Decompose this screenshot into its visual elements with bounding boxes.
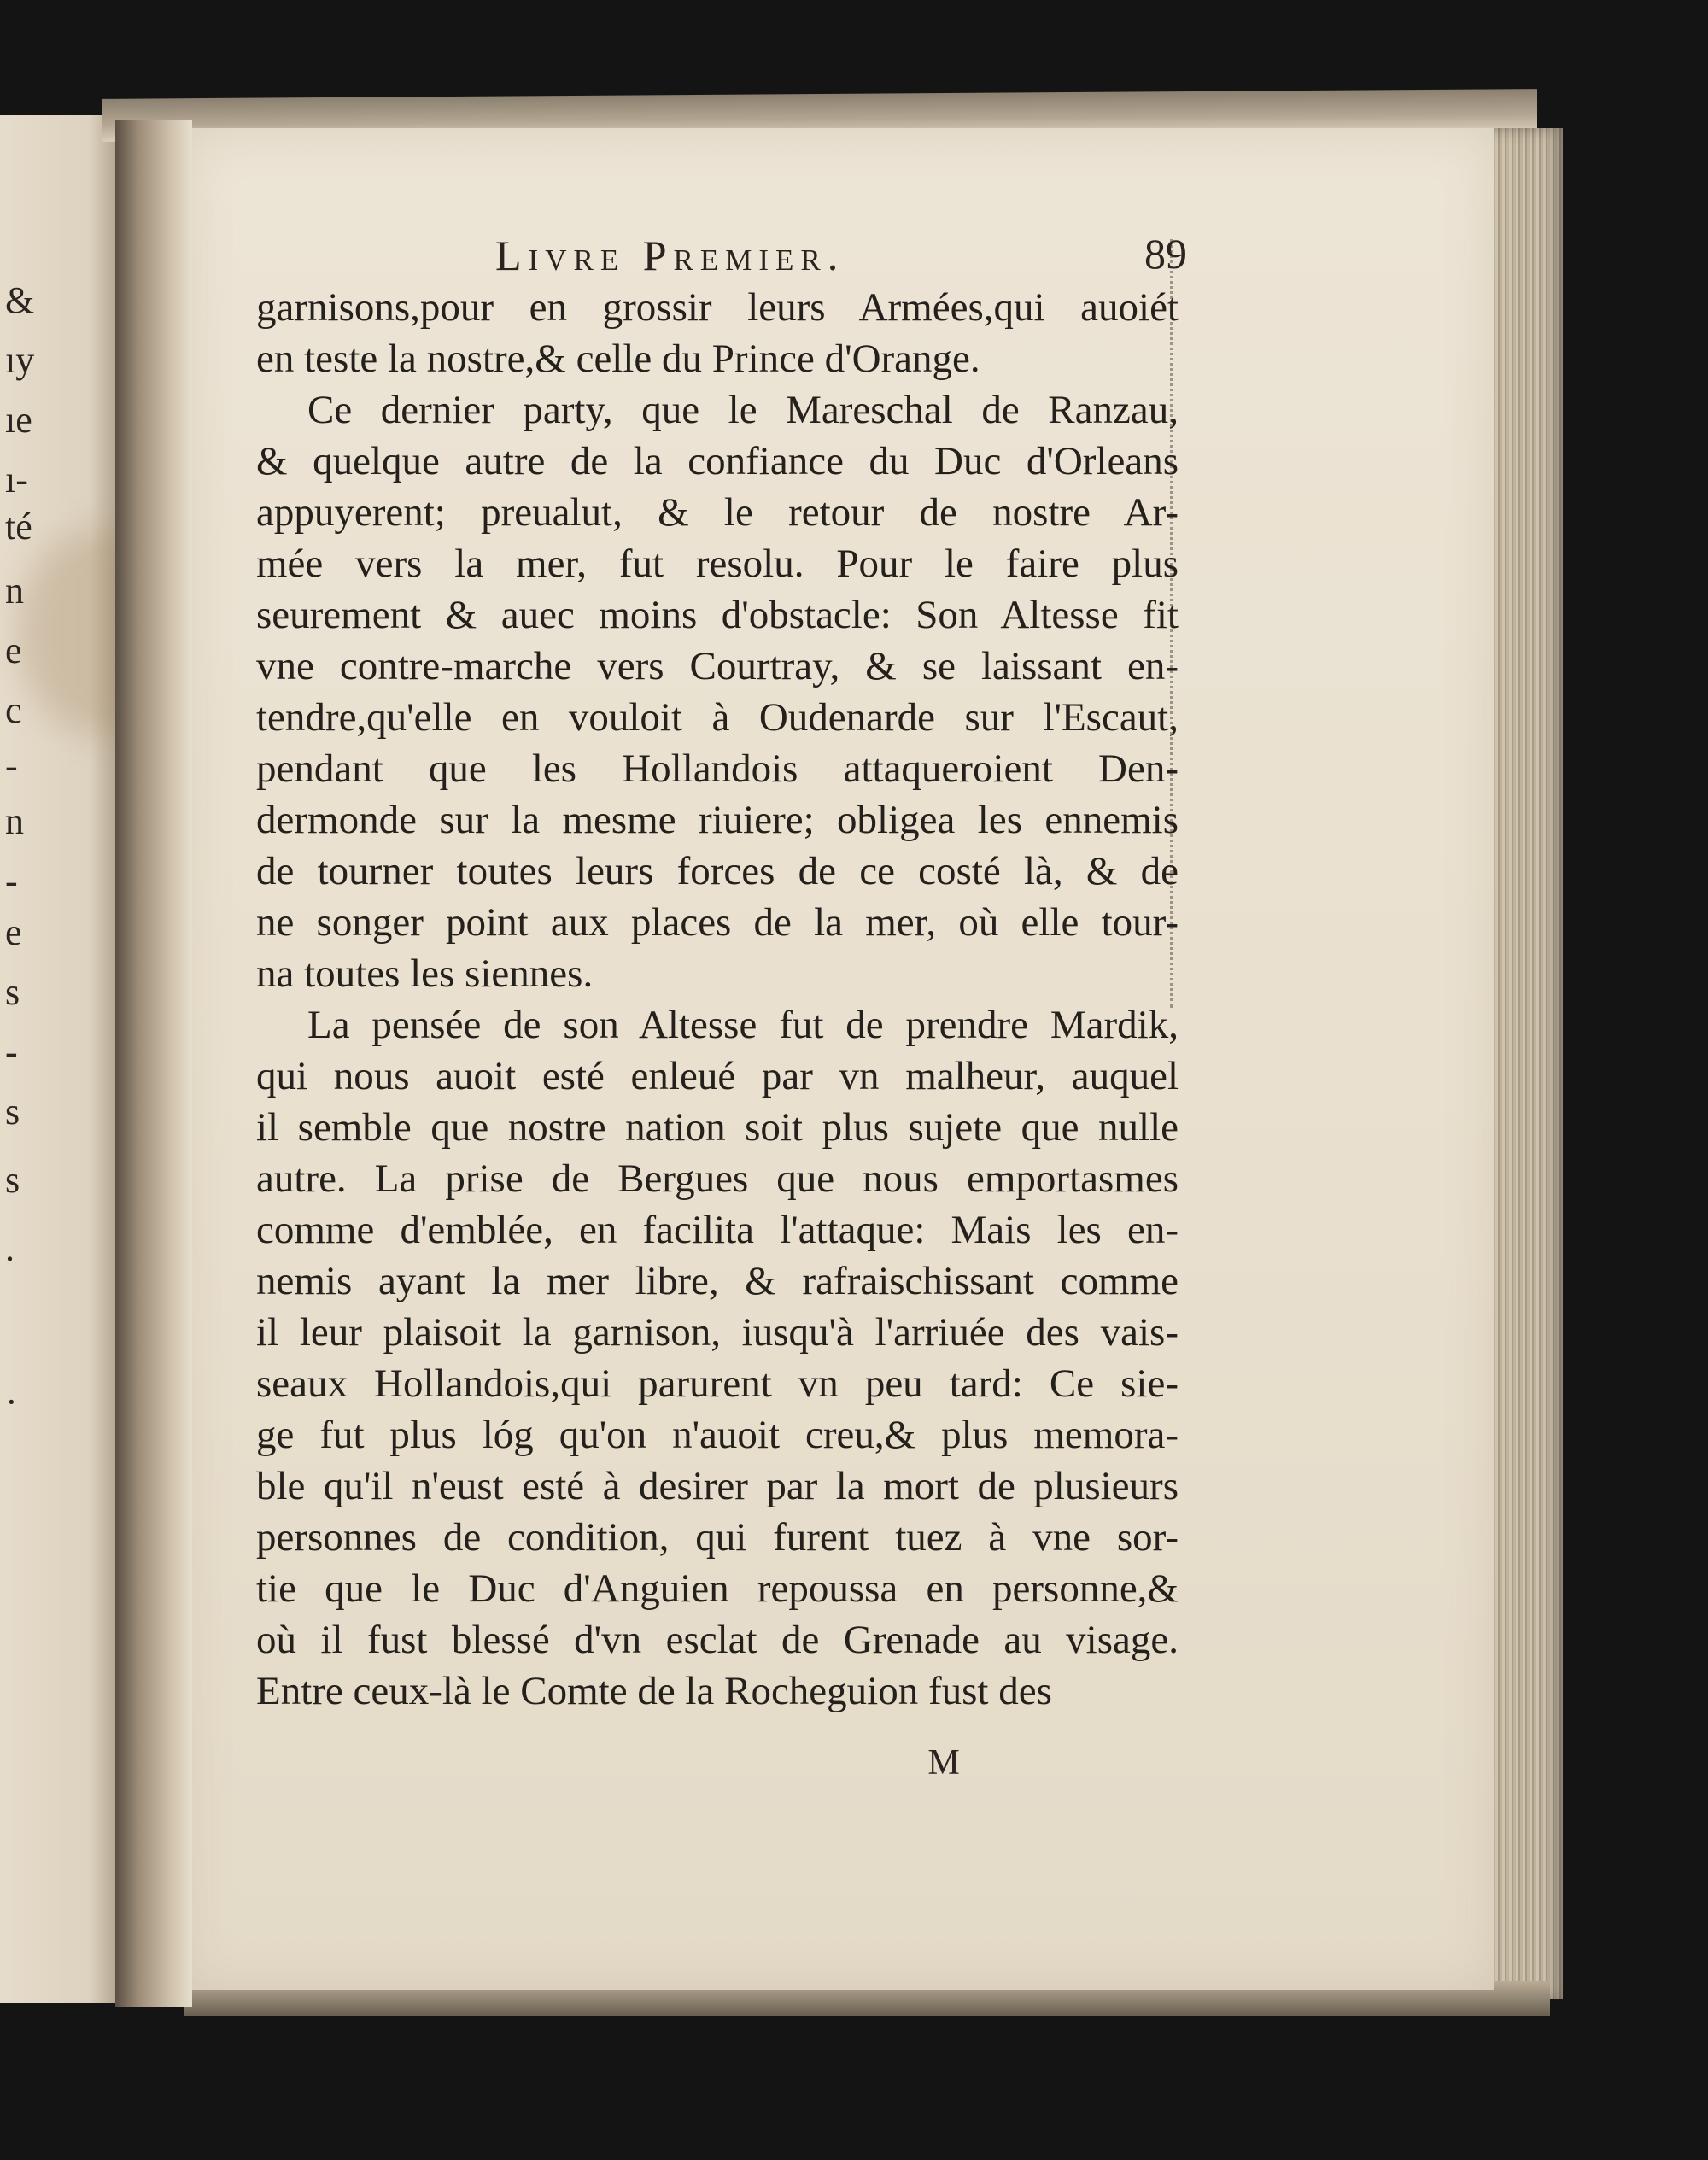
- text-line: de tourner toutes leurs forces de ce costé là, & de: [256, 849, 1179, 893]
- previous-page-fragment: c: [5, 689, 22, 731]
- previous-page-fragment: s: [5, 1159, 20, 1201]
- text-line: ble qu'il n'eust esté à desirer par la mort de plusieurs: [256, 1464, 1179, 1508]
- text-line: vne contre-marche vers Courtray, & se laissant en-: [256, 644, 1179, 688]
- text-line: tendre,qu'elle en vouloit à Oudenarde sur l'Escaut,: [256, 695, 1179, 740]
- text-line: tie que le Duc d'Anguien repoussa en personne,&: [256, 1566, 1179, 1611]
- text-line: pendant que les Hollandois attaqueroient Den-: [256, 746, 1179, 791]
- text-line: il leur plaisoit la garnison, iusqu'à l'arriuée des vais-: [256, 1310, 1179, 1355]
- text-line: & quelque autre de la confiance du Duc d'Orleans: [256, 439, 1179, 483]
- text-line: ne songer point aux places de la mer, où elle tour-: [256, 900, 1179, 945]
- previous-page-fragment: e: [5, 911, 22, 953]
- gutter: [115, 120, 192, 2007]
- text-line: La pensée de son Altesse fut de prendre Mardik,: [307, 1003, 1179, 1047]
- previous-page-fragment: ı-: [5, 459, 28, 500]
- previous-page-fragment: ıe: [5, 399, 32, 441]
- text-line: comme d'emblée, en facilita l'attaque: Mais les en-: [256, 1208, 1179, 1252]
- text-line: dermonde sur la mesme riuiere; obligea les ennemis: [256, 798, 1179, 842]
- text-line: Ce dernier party, que le Mareschal de Ranzau,: [307, 388, 1179, 432]
- text-line: ge fut plus lóg qu'on n'auoit creu,& plus memora-: [256, 1413, 1179, 1457]
- previous-page-fragment: ıy: [5, 339, 35, 381]
- text-line: mée vers la mer, fut resolu. Pour le faire plus: [256, 541, 1179, 586]
- previous-page-fragment: té: [5, 506, 32, 547]
- previous-page-fragment: &: [5, 279, 35, 321]
- previous-page-fragment: n: [5, 570, 24, 612]
- previous-page-fragment: s: [5, 1091, 20, 1133]
- text-line: qui nous auoit esté enleué par vn malheur, auquel: [256, 1054, 1179, 1098]
- text-line: nemis ayant la mer libre, & rafraischissant comme: [256, 1259, 1179, 1303]
- margin-specks: [1170, 239, 1207, 1008]
- previous-page-fragment: -: [5, 1031, 18, 1073]
- text-line: seurement & auec moins d'obstacle: Son Altesse fit: [256, 593, 1179, 637]
- previous-page-fragment: .: [5, 1227, 15, 1269]
- signature-mark: M: [927, 1743, 960, 1782]
- body-text: [256, 282, 1179, 1717]
- previous-page-fragment: -: [5, 745, 18, 787]
- text-line: il semble que nostre nation soit plus sujete que nulle: [256, 1105, 1179, 1150]
- previous-page-fragment: n: [5, 800, 24, 842]
- previous-page-fragment: -: [5, 860, 18, 902]
- page-number: 89: [1144, 230, 1187, 278]
- text-line: appuyerent; preualut, & le retour de nostre Ar-: [256, 490, 1179, 535]
- text-line: en teste la nostre,& celle du Prince d'Orange.: [256, 337, 980, 381]
- text-line: na toutes les siennes.: [256, 951, 594, 996]
- text-line: garnisons,pour en grossir leurs Armées,qui auoiét: [256, 285, 1179, 330]
- text-line: personnes de condition, qui furent tuez à vne sor-: [256, 1515, 1179, 1560]
- running-head: Livre Premier.: [495, 231, 845, 279]
- text-line: seaux Hollandois,qui parurent vn peu tard: Ce sie-: [256, 1361, 1179, 1406]
- previous-page-fragment: e: [5, 629, 22, 671]
- previous-page-fragment: s: [5, 971, 20, 1013]
- text-line: où il fust blessé d'vn esclat de Grenade au visage.: [256, 1618, 1179, 1662]
- text-line: autre. La prise de Bergues que nous emportasmes: [256, 1156, 1179, 1201]
- previous-page-fragment: ·: [5, 1381, 18, 1423]
- text-line: Entre ceux-là le Comte de la Rocheguion fust des: [256, 1669, 1052, 1713]
